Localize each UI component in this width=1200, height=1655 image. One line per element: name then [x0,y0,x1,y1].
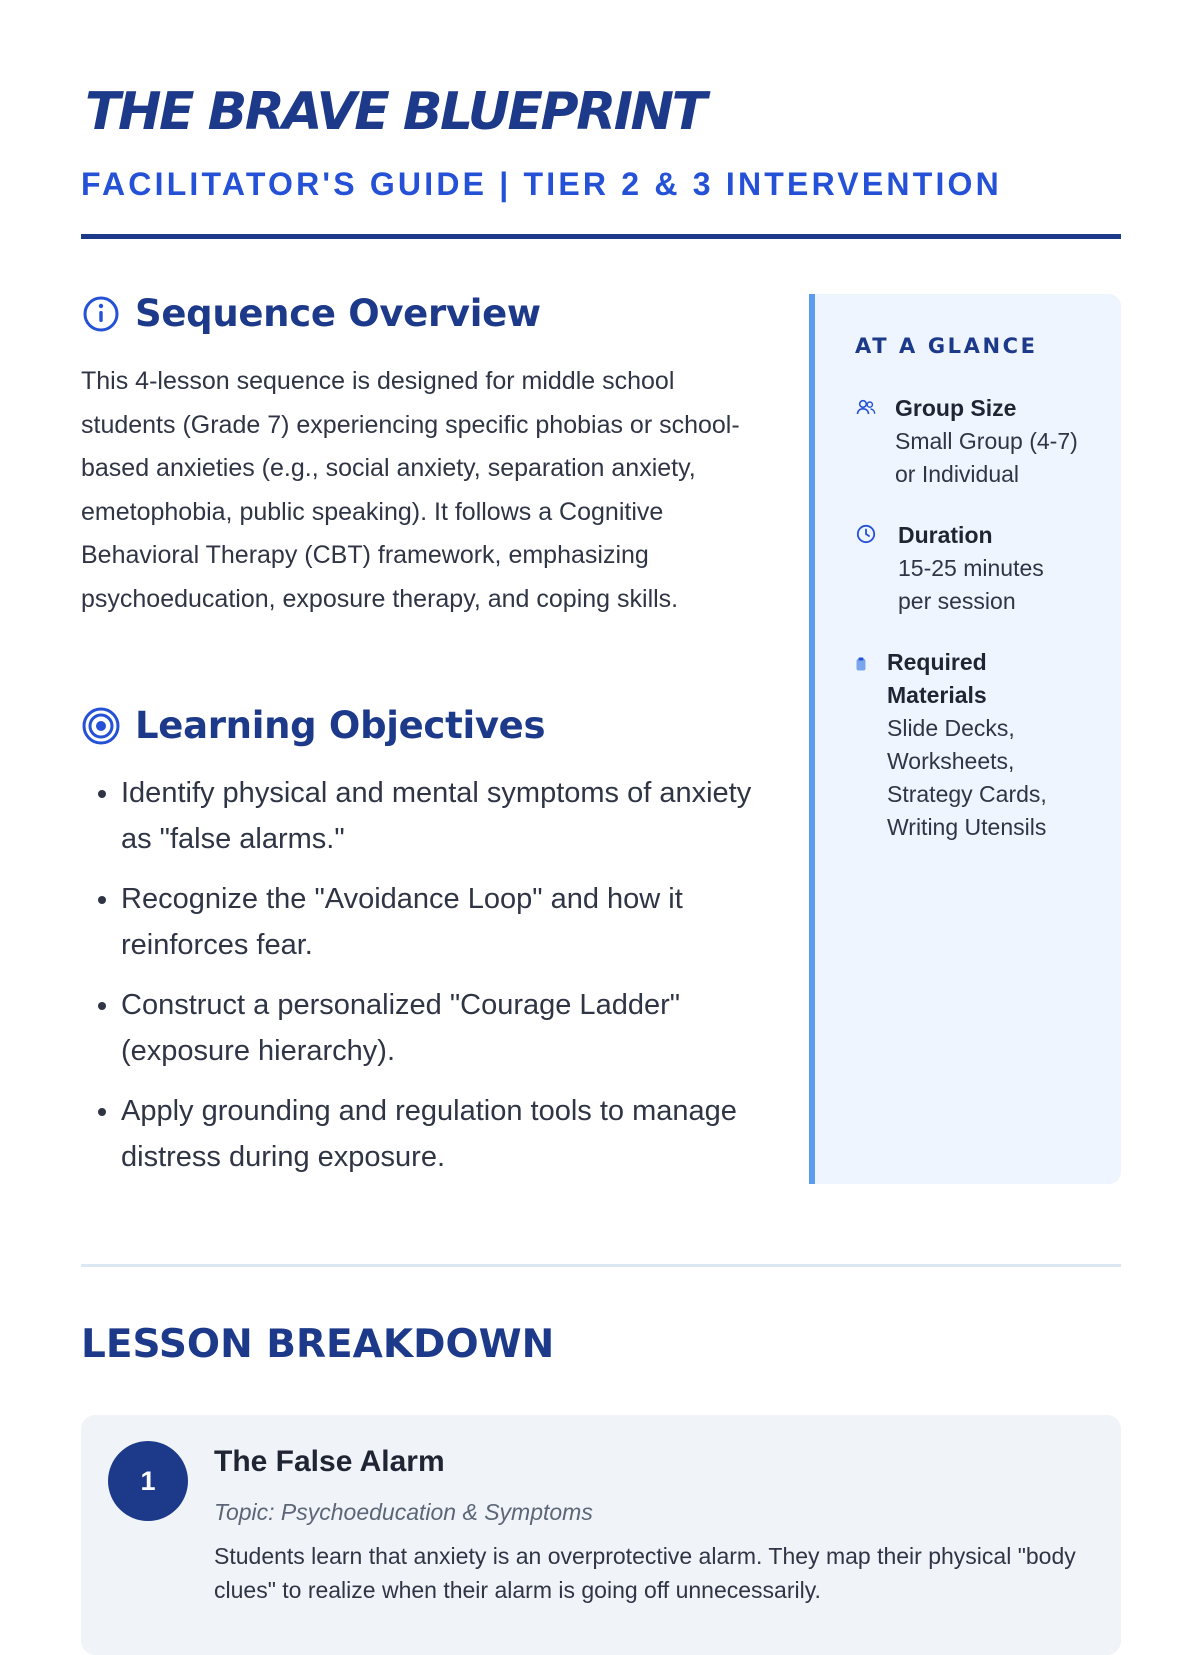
duration-value: 15-25 minutes per session [898,555,1044,614]
header-divider [81,234,1121,239]
info-icon [81,294,121,334]
lesson-description: Students learn that anxiety is an overprotective alarm. They map their physical "body clues" to realize when their alarm is going off unnecessarily. [214,1543,1076,1603]
duration-label: Duration [898,522,993,548]
list-item: • Identify physical and mental symptoms of anxiety as "false alarms." [121,770,781,862]
page-subtitle: FACILITATOR'S GUIDE | TIER 2 & 3 INTERVENTION [81,166,1002,202]
materials-label: Required Materials [887,649,987,708]
lesson-card [81,1415,1121,1655]
clipboard-icon [855,656,867,678]
lesson-breakdown-heading: LESSON BREAKDOWN [81,1322,555,1367]
overview-text: This 4-lesson sequence is designed for middle school students (Grade 7) experiencing specific phobias or school-based anxieties (e.g., social anxiety, separation anxiety, emetophobia, public speaking). It follows a Cognitive Behavioral Therapy (CBT) framework, emphasizing psychoeducation, exposure therapy, and coping skills. [81,367,740,613]
materials-value: Slide Decks, Worksheets, Strategy Cards, Writing Utensils [887,715,1047,840]
list-item: • Apply grounding and regulation tools to manage distress during exposure. [121,1088,781,1180]
at-a-glance-title: AT A GLANCE [855,334,1038,358]
target-icon [81,706,121,746]
page-title: THE BRAVE BLUEPRINT [85,82,705,142]
section-divider [81,1264,1121,1267]
clock-icon [855,523,877,545]
users-icon [855,396,877,418]
lesson-title: The False Alarm [214,1445,445,1478]
group-size-value: Small Group (4-7) or Individual [895,428,1078,487]
list-item: • Recognize the "Avoidance Loop" and how it reinforces fear. [121,876,781,968]
glance-item-group-size [855,392,1095,491]
glance-item-duration [855,519,1068,618]
glance-item-materials [855,646,1077,844]
list-item: • Construct a personalized "Courage Ladder" (exposure hierarchy). [121,982,781,1074]
group-size-label: Group Size [895,395,1017,421]
objectives-heading-text: Learning Objectives [135,704,546,747]
at-a-glance-panel [809,294,1121,1184]
overview-heading [81,292,541,335]
objectives-heading [81,704,545,747]
overview-heading-text: Sequence Overview [135,292,541,335]
lesson-topic: Topic: Psychoeducation & Symptoms [214,1499,593,1525]
objectives-list [81,770,781,1194]
lesson-number-badge: 1 [108,1441,188,1521]
